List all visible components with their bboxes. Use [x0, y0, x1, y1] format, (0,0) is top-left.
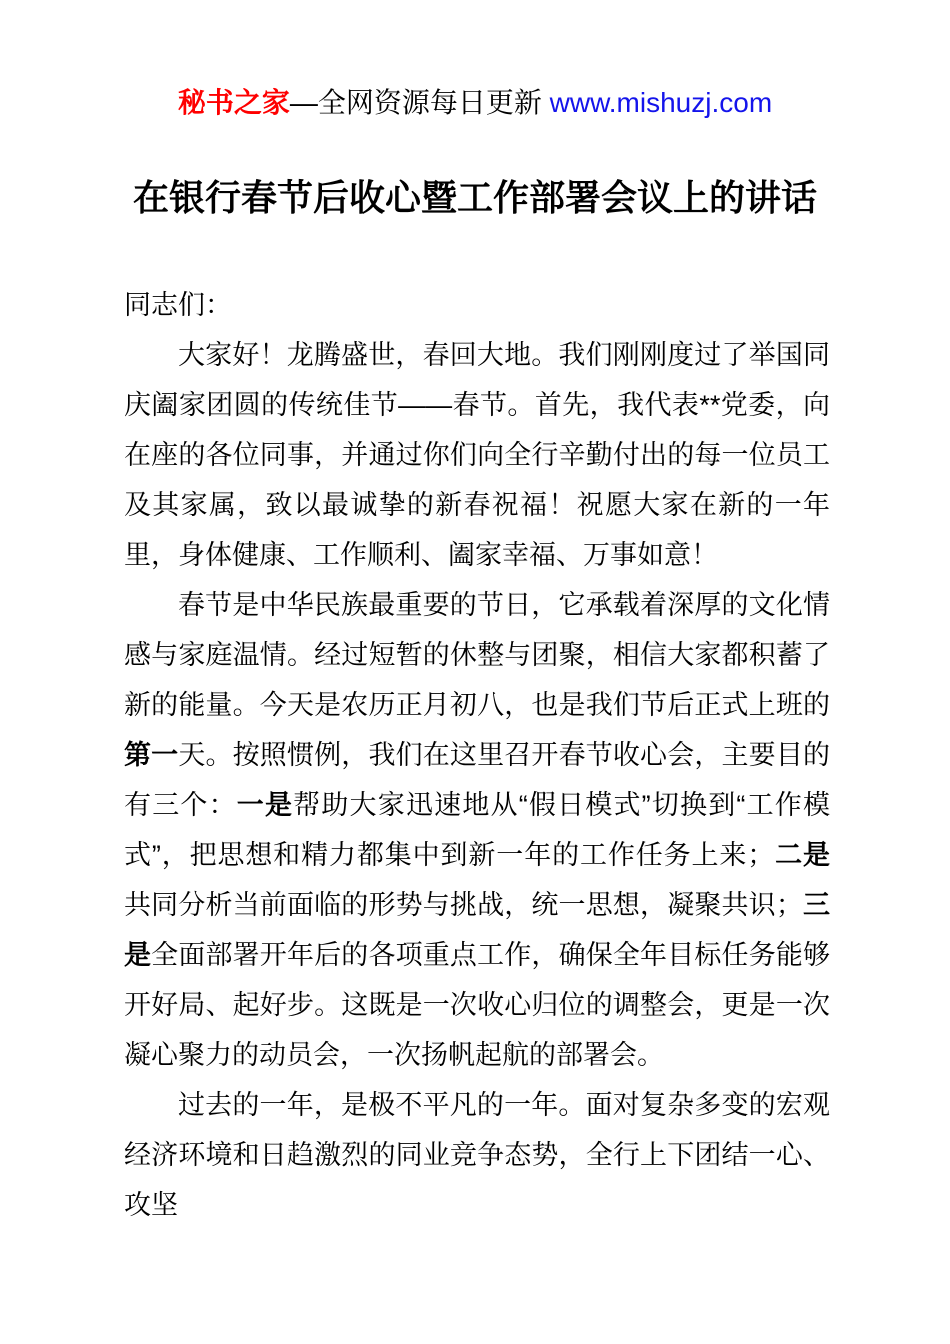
paragraph: [124, 280, 830, 330]
text-segment: 过去的一年，是极不平凡的一年。面对复杂多变的宏观经济环境和日趋激烈的同业竞争态势，全行上下团结一心、攻坚: [124, 1090, 830, 1220]
bold-text-segment: 第一: [124, 740, 179, 770]
site-brand: 秘书之家: [177, 87, 290, 118]
text-segment: 大家好！龙腾盛世，春回大地。我们刚刚度过了举国同庆阖家团圆的传统佳节——春节。首先，我代表**党委，向在座的各位同事，并通过你们向全行辛勤付出的每一位员工及其家属，致以最诚挚的新春祝福！祝愿大家在新的一年里，身体健康、工作顺利、阖家幸福、万事如意！: [124, 340, 830, 570]
paragraph: [124, 580, 830, 1080]
document-title: 在银行春节后收心暨工作部署会议上的讲话: [132, 177, 817, 218]
bold-text-segment: 二是: [774, 840, 830, 870]
site-url-link[interactable]: www.mishuzj.com: [549, 87, 773, 118]
site-tagline: —全网资源每日更新: [289, 87, 550, 118]
bold-text-segment: 一是: [236, 790, 294, 820]
paragraph: [124, 1080, 830, 1230]
page-header: [0, 0, 950, 120]
text-segment: 全面部署开年后的各项重点工作，确保全年目标任务能够开好局、起好步。这既是一次收心归位的调整会，更是一次凝心聚力的动员会，一次扬帆起航的部署会。: [124, 940, 831, 1070]
text-segment: 天。按照惯例，我们在这里召开春节收心会，主要目的有三个：: [124, 740, 831, 820]
document-body: [124, 280, 830, 1230]
paragraph: [124, 330, 830, 580]
bold-text-segment: 三是: [124, 890, 831, 970]
text-segment: 春节是中华民族最重要的节日，它承载着深厚的文化情感与家庭温情。经过短暂的休整与团聚，相信大家都积蓄了新的能量。今天是农历正月初八，也是我们节后正式上班的: [124, 590, 830, 720]
text-segment: 帮助大家迅速地从“假日模式”切换到“工作模式”，把思想和精力都集中到新一年的工作任务上来；: [124, 790, 831, 870]
text-segment: 同志们：: [124, 290, 232, 320]
text-segment: 共同分析当前面临的形势与挑战，统一思想，凝聚共识；: [124, 890, 803, 920]
